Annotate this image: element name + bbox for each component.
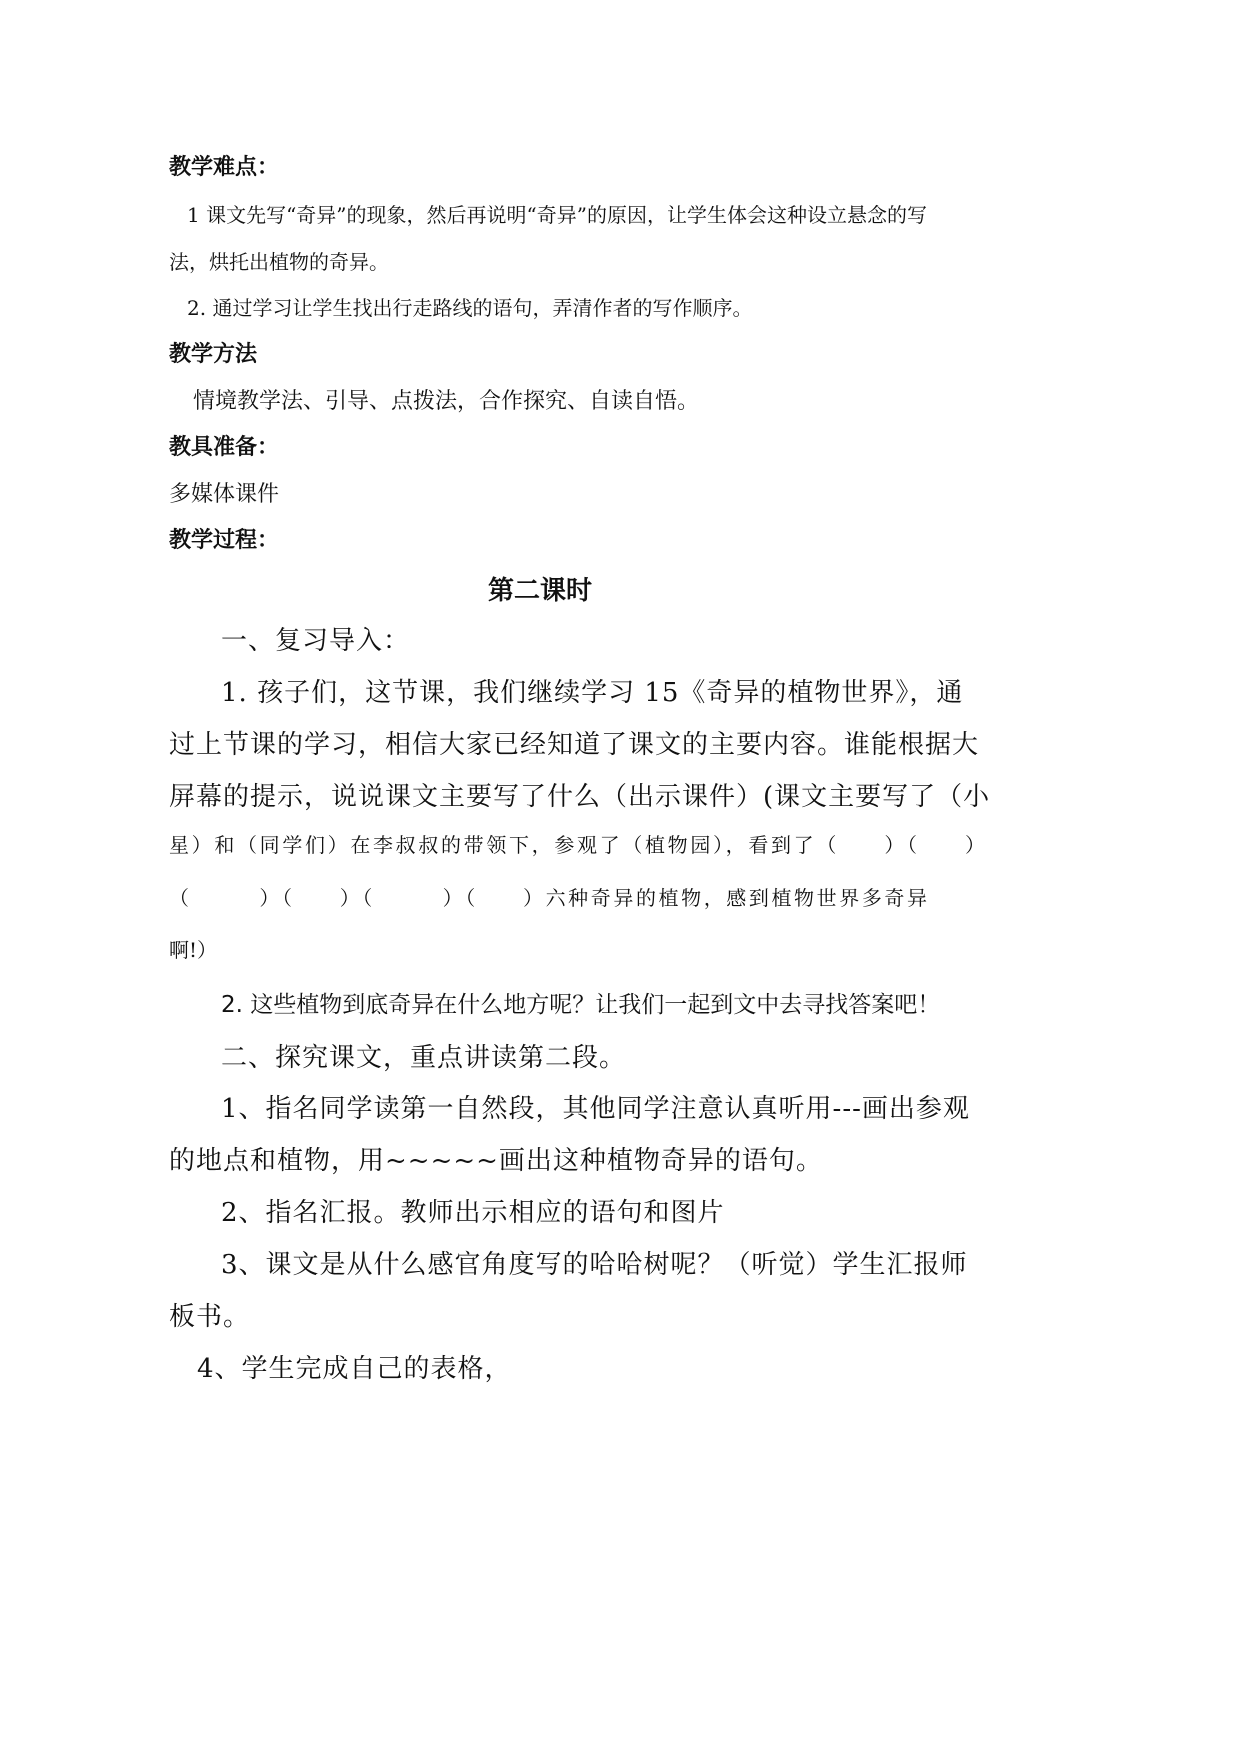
method-heading: 教学方法 (169, 342, 258, 367)
difficulty-item-2: 2. 通过学习让学生找出行走路线的语句，弄清作者的写作顺序。 (187, 296, 753, 320)
tools-text: 多媒体课件 (169, 482, 280, 507)
step3-line-2: 板书。 (169, 1302, 251, 1332)
step4: 4、学生完成自己的表格， (197, 1354, 512, 1384)
p1-line-2: 过上节课的学习，相信大家已经知道了课文的主要内容。谁能根据大 (169, 730, 980, 760)
part1-heading: 一、复习导入： (221, 626, 411, 656)
p2: 2. 这些植物到底奇异在什么地方呢？让我们一起到文中去寻找答案吧！ (221, 992, 941, 1018)
step1-line-2: 的地点和植物，用~~~~~画出这种植物奇异的语句。 (169, 1146, 823, 1176)
p1-line-5: （ ）（ ）（ ）（ ）六种奇异的植物，感到植物世界多奇异 (169, 886, 927, 910)
process-heading: 教学过程： (169, 528, 280, 553)
step2: 2、指名汇报。教师出示相应的语句和图片 (221, 1198, 725, 1228)
lesson-title: 第二课时 (487, 576, 592, 606)
p1-line-1: 1. 孩子们，这节课，我们继续学习 15《奇异的植物世界》，通 (221, 678, 964, 708)
difficulty-item-1-line-1: 1 课文先写“奇异”的现象，然后再说明“奇异”的原因，让学生体会这种设立悬念的写 (187, 203, 927, 227)
method-text: 情境教学法、引导、点拨法，合作探究、自读自悟。 (193, 389, 700, 414)
tools-heading: 教具准备： (169, 435, 280, 460)
difficulty-item-1-line-2: 法，烘托出植物的奇异。 (169, 250, 389, 274)
p1-line-3: 屏幕的提示，说说课文主要写了什么（出示课件）(课文主要写了（小 (169, 782, 991, 812)
p1-line-4: 星）和（同学们）在李叔叔的带领下，参观了（植物园），看到了（ ）（ ） (169, 833, 985, 857)
difficulty-heading: 教学难点： (169, 155, 280, 180)
step1-line-1: 1、指名同学读第一自然段，其他同学注意认真听用---画出参观 (221, 1094, 970, 1124)
part2-heading: 二、探究课文，重点讲读第二段。 (221, 1043, 627, 1073)
step3-line-1: 3、课文是从什么感官角度写的哈哈树呢？（听觉）学生汇报师 (221, 1250, 968, 1280)
p1-line-6: 啊!） (169, 938, 218, 962)
